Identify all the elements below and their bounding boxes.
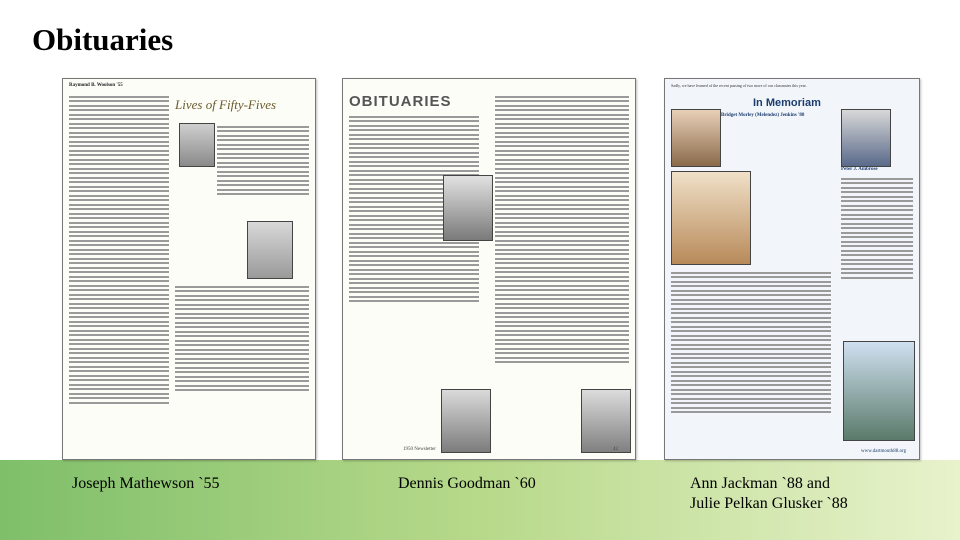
portrait-photo (247, 221, 293, 279)
portrait-photo (443, 175, 493, 241)
text-column-right (175, 283, 309, 394)
portrait-photo (441, 389, 491, 453)
text-column-left (69, 93, 169, 406)
obituary-page-3 (664, 78, 920, 460)
slide-title: Obituaries (32, 22, 174, 57)
caption-line: Ann Jackman `88 and (690, 475, 830, 492)
page-caption: Dennis Goodman `60 (398, 475, 536, 492)
page-caption (690, 474, 848, 514)
page-heading: In Memoriam (753, 97, 821, 109)
text-column-right (841, 175, 913, 281)
portrait-photo (671, 109, 721, 167)
portrait-photo (581, 389, 631, 453)
text-column-middle (217, 123, 309, 198)
right-obituary-name: Peter J. Ambrose (841, 167, 878, 172)
caption-line: Julie Pelkan Glusker `88 (690, 495, 848, 512)
page-footer-right: www.dartmouth88.org (861, 449, 907, 454)
page-footer-right: 42 (613, 447, 618, 452)
page-subheading: Raymond B. Woolson '55 (69, 83, 123, 88)
text-column-right (495, 93, 629, 366)
text-column-left (671, 269, 831, 416)
left-obituary-name: Bridget Morley (Melendez) Jenkins '88 (721, 113, 805, 118)
obituary-page-1 (62, 78, 316, 460)
portrait-photo (671, 171, 751, 265)
page-caption: Joseph Mathewson `55 (72, 475, 220, 492)
page-heading: Lives of Fifty-Fives (175, 97, 277, 112)
obituary-page-2 (342, 78, 636, 460)
page-intro: Sadly, we have learned of the recent passing of two more of our classmates this year. (671, 83, 807, 88)
page-footer-left: 1950 Newsletter (403, 447, 436, 452)
portrait-photo (179, 123, 215, 167)
portrait-photo (841, 109, 891, 167)
page-heading: OBITUARIES (349, 93, 452, 110)
portrait-photo (843, 341, 915, 441)
